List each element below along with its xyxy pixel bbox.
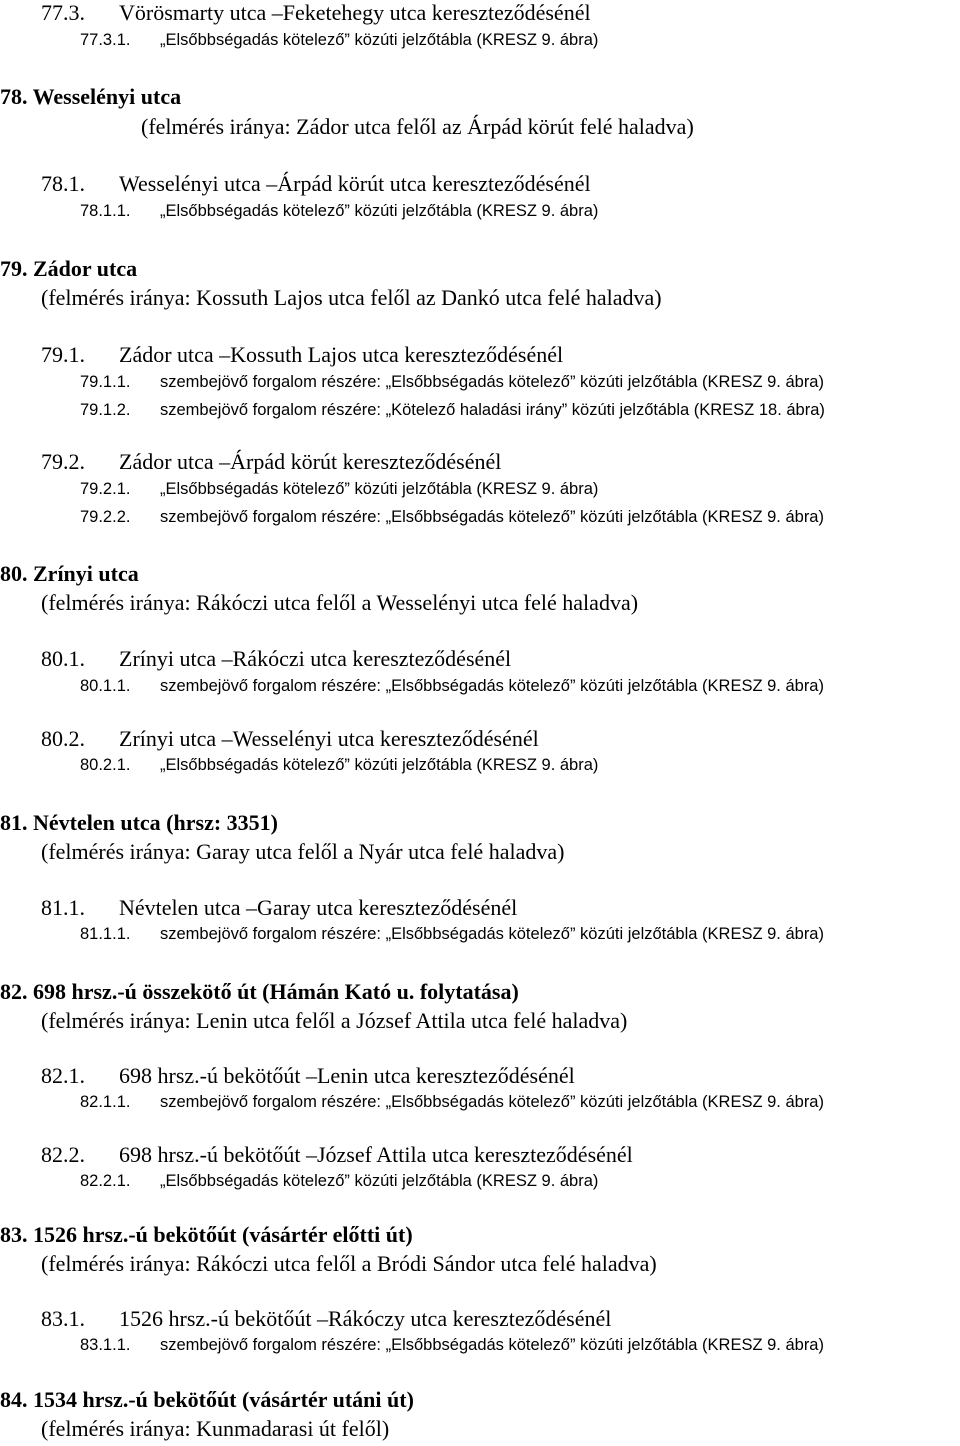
section-number: 79. <box>0 256 28 281</box>
item-text: szembejövő forgalom részére: „Elsőbbségadás kötelező” közúti jelzőtábla (KRESZ 9. ábra) <box>160 677 824 695</box>
section-number: 83. <box>0 1222 28 1247</box>
section-title: Zádor utca <box>33 256 138 281</box>
section-heading <box>0 256 137 282</box>
sign-item <box>80 200 598 222</box>
subsection-title: Zrínyi utca –Wesselényi utca kereszteződésénél <box>119 726 539 751</box>
subsection-number: 80.2. <box>41 726 85 751</box>
sign-item <box>80 29 598 51</box>
subsection-title: Vörösmarty utca –Feketehegy utca kereszteződésénél <box>119 0 591 25</box>
sign-item <box>80 1091 824 1113</box>
subsection-heading <box>41 1142 633 1168</box>
item-number: 78.1.1. <box>80 202 131 220</box>
subsection-title: Zádor utca –Árpád körút kereszteződésénél <box>119 449 502 474</box>
survey-direction: (felmérés iránya: Zádor utca felől az Árpád körút felé haladva) <box>141 114 694 139</box>
subsection-heading <box>41 342 563 368</box>
section-heading <box>0 979 519 1005</box>
section-heading <box>0 1387 414 1413</box>
subsection-number: 81.1. <box>41 895 85 920</box>
sign-item <box>80 923 824 945</box>
sign-item <box>80 754 598 776</box>
item-number: 79.2.1. <box>80 480 131 498</box>
subsection-title: Zádor utca –Kossuth Lajos utca kereszteződésénél <box>119 342 564 367</box>
section-heading <box>0 810 278 836</box>
item-text: szembejövő forgalom részére: „Elsőbbségadás kötelező” közúti jelzőtábla (KRESZ 9. ábra) <box>160 925 824 943</box>
item-number: 77.3.1. <box>80 31 131 49</box>
subsection-heading <box>41 1063 575 1089</box>
survey-direction: (felmérés iránya: Kossuth Lajos utca felől az Dankó utca felé haladva) <box>41 285 662 310</box>
section-heading <box>0 561 139 587</box>
item-number: 82.1.1. <box>80 1093 131 1111</box>
item-number: 79.1.1. <box>80 373 131 391</box>
subsection-heading <box>41 895 517 921</box>
section-number: 82. <box>0 979 28 1004</box>
section-title: Wesselényi utca <box>32 84 182 109</box>
subsection-number: 80.1. <box>41 646 85 671</box>
subsection-title: 1526 hrsz.-ú bekötőút –Rákóczy utca kereszteződésénél <box>119 1306 612 1331</box>
section-title: 1534 hrsz.-ú bekötőút (vásártér utáni út) <box>33 1387 414 1412</box>
subsection-heading <box>41 726 539 752</box>
survey-direction: (felmérés iránya: Garay utca felől a Nyár utca felé haladva) <box>41 839 565 864</box>
section-heading <box>0 1222 413 1248</box>
item-number: 81.1.1. <box>80 925 131 943</box>
item-text: szembejövő forgalom részére: „Elsőbbségadás kötelező” közúti jelzőtábla (KRESZ 9. ábra) <box>160 508 824 526</box>
survey-direction: (felmérés iránya: Kunmadarasi út felől) <box>41 1416 390 1441</box>
subsection-heading <box>41 646 511 672</box>
subsection-heading <box>41 449 501 475</box>
subsection-number: 82.2. <box>41 1142 85 1167</box>
item-number: 79.2.2. <box>80 508 131 526</box>
section-title: 698 hrsz.-ú összekötő út (Hámán Kató u. folytatása) <box>33 979 519 1004</box>
subsection-heading <box>41 171 591 197</box>
item-number: 79.1.2. <box>80 401 131 419</box>
subsection-title: 698 hrsz.-ú bekötőút –Lenin utca kereszteződésénél <box>119 1063 575 1088</box>
sign-item <box>80 1170 598 1192</box>
subsection-number: 79.1. <box>41 342 85 367</box>
survey-direction: (felmérés iránya: Lenin utca felől a József Attila utca felé haladva) <box>41 1008 628 1033</box>
subsection-number: 82.1. <box>41 1063 85 1088</box>
sign-item <box>80 675 824 697</box>
subsection-number: 79.2. <box>41 449 85 474</box>
item-text: „Elsőbbségadás kötelező” közúti jelzőtábla (KRESZ 9. ábra) <box>160 202 599 220</box>
section-number: 84. <box>0 1387 28 1412</box>
subsection-title: Wesselényi utca –Árpád körút utca kereszteződésénél <box>119 171 591 196</box>
sign-item <box>80 1334 824 1356</box>
subsection-number: 83.1. <box>41 1306 85 1331</box>
section-heading <box>0 84 181 110</box>
section-title: Névtelen utca (hrsz: 3351) <box>33 810 278 835</box>
item-number: 80.1.1. <box>80 677 131 695</box>
item-text: szembejövő forgalom részére: „Elsőbbségadás kötelező” közúti jelzőtábla (KRESZ 9. ábra) <box>160 373 824 391</box>
sign-item <box>80 506 824 528</box>
section-title: Zrínyi utca <box>33 561 139 586</box>
item-text: szembejövő forgalom részére: „Kötelező haladási irány” közúti jelzőtábla (KRESZ 18. ábra) <box>160 401 825 419</box>
sign-item <box>80 478 598 500</box>
item-text: „Elsőbbségadás kötelező” közúti jelzőtábla (KRESZ 9. ábra) <box>160 1172 599 1190</box>
survey-direction: (felmérés iránya: Rákóczi utca felől a Bródi Sándor utca felé haladva) <box>41 1251 657 1276</box>
item-text: „Elsőbbségadás kötelező” közúti jelzőtábla (KRESZ 9. ábra) <box>160 756 599 774</box>
section-number: 81. <box>0 810 28 835</box>
sign-item <box>80 371 824 393</box>
subsection-number: 77.3. <box>41 0 85 25</box>
sign-item <box>80 399 825 421</box>
subsection-heading <box>41 1306 611 1332</box>
section-number: 78. <box>0 84 28 109</box>
item-text: „Elsőbbségadás kötelező” közúti jelzőtábla (KRESZ 9. ábra) <box>160 31 599 49</box>
subsection-number: 78.1. <box>41 171 85 196</box>
subsection-title: Névtelen utca –Garay utca kereszteződésénél <box>119 895 518 920</box>
subsection-heading <box>41 0 591 26</box>
item-text: „Elsőbbségadás kötelező” közúti jelzőtábla (KRESZ 9. ábra) <box>160 480 599 498</box>
section-number: 80. <box>0 561 28 586</box>
subsection-title: Zrínyi utca –Rákóczi utca kereszteződésénél <box>119 646 512 671</box>
item-number: 82.2.1. <box>80 1172 131 1190</box>
item-number: 80.2.1. <box>80 756 131 774</box>
section-title: 1526 hrsz.-ú bekötőút (vásártér előtti út) <box>33 1222 413 1247</box>
item-number: 83.1.1. <box>80 1336 131 1354</box>
subsection-title: 698 hrsz.-ú bekötőút –József Attila utca kereszteződésénél <box>119 1142 633 1167</box>
survey-direction: (felmérés iránya: Rákóczi utca felől a Wesselényi utca felé haladva) <box>41 590 639 615</box>
item-text: szembejövő forgalom részére: „Elsőbbségadás kötelező” közúti jelzőtábla (KRESZ 9. ábra) <box>160 1093 824 1111</box>
item-text: szembejövő forgalom részére: „Elsőbbségadás kötelező” közúti jelzőtábla (KRESZ 9. ábra) <box>160 1336 824 1354</box>
